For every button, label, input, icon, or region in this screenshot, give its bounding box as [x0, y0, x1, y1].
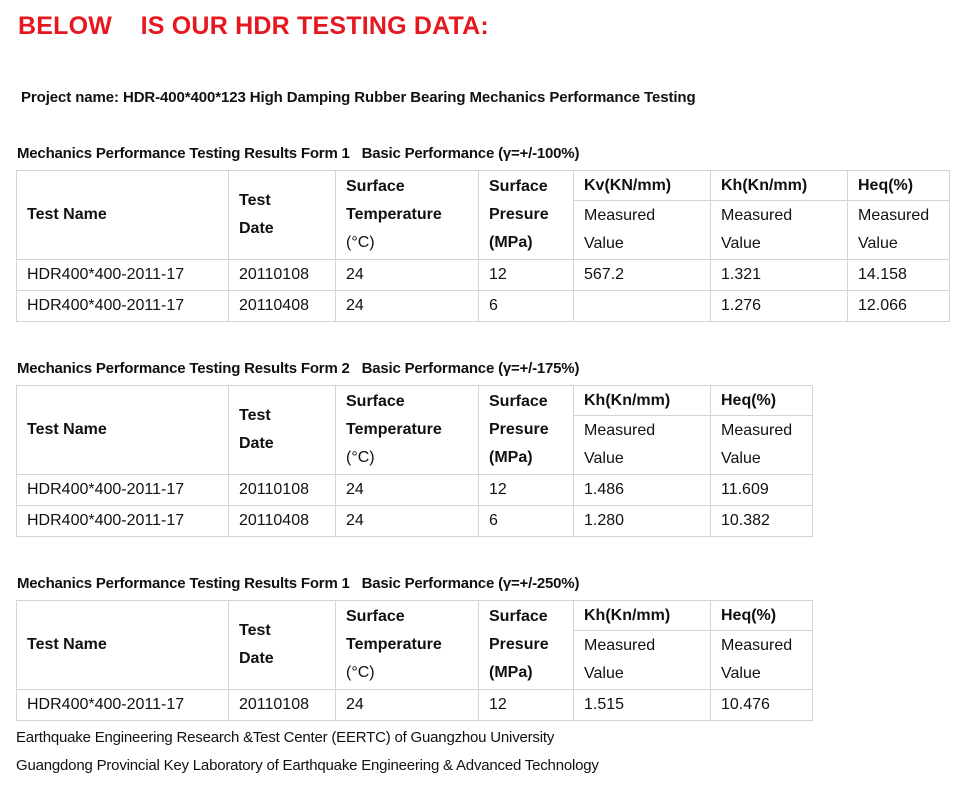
header-kv: Kv(KN/mm)	[574, 171, 711, 201]
cell-heq: 12.066	[848, 291, 950, 322]
table-row	[17, 475, 813, 506]
cell-kv	[574, 291, 711, 322]
header-test-name: Test Name	[17, 601, 229, 690]
cell-presure: 12	[479, 260, 574, 291]
header-heq: Heq(%)	[848, 171, 950, 201]
header-kh: Kh(Kn/mm)	[711, 171, 848, 201]
header-kh-measured: Measured Value	[711, 201, 848, 260]
header-kv-measured: Measured Value	[574, 201, 711, 260]
cell-test-name: HDR400*400-2011-17	[17, 506, 229, 537]
cell-temperature: 24	[336, 291, 479, 322]
header-heq: Heq(%)	[711, 601, 813, 631]
header-surface-temperature: Surface Temperature (°C)	[336, 601, 479, 690]
cell-heq: 10.382	[711, 506, 813, 537]
footer-line-2: Guangdong Provincial Key Laboratory of Earthquake Engineering & Advanced Technology	[16, 757, 599, 774]
header-kh: Kh(Kn/mm)	[574, 601, 711, 631]
cell-heq: 14.158	[848, 260, 950, 291]
cell-temperature: 24	[336, 475, 479, 506]
table-row	[17, 260, 950, 291]
footer-line-1: Earthquake Engineering Research &Test Center (EERTC) of Guangzhou University	[16, 729, 555, 746]
form1-title: Mechanics Performance Testing Results Form 1 Basic Performance (γ=+/-100%)	[17, 145, 580, 162]
table-row	[17, 506, 813, 537]
header-test-date: Test Date	[229, 171, 336, 260]
cell-temperature: 24	[336, 260, 479, 291]
cell-test-date: 20110408	[229, 291, 336, 322]
cell-test-name: HDR400*400-2011-17	[17, 475, 229, 506]
header-kh-measured: Measured Value	[574, 416, 711, 475]
cell-presure: 12	[479, 690, 574, 721]
cell-test-name: HDR400*400-2011-17	[17, 291, 229, 322]
cell-kh: 1.280	[574, 506, 711, 537]
cell-temperature: 24	[336, 506, 479, 537]
cell-test-date: 20110108	[229, 260, 336, 291]
header-kh: Kh(Kn/mm)	[574, 386, 711, 416]
page-banner: BELOW IS OUR HDR TESTING DATA:	[18, 12, 489, 40]
form2-table	[16, 385, 813, 537]
header-surface-temperature: Surface Temperature (°C)	[336, 171, 479, 260]
cell-presure: 6	[479, 291, 574, 322]
cell-kh: 1.515	[574, 690, 711, 721]
header-surface-presure: Surface Presure (MPa)	[479, 171, 574, 260]
form2-title: Mechanics Performance Testing Results Form 2 Basic Performance (γ=+/-175%)	[17, 360, 580, 377]
cell-test-date: 20110108	[229, 690, 336, 721]
cell-test-name: HDR400*400-2011-17	[17, 690, 229, 721]
project-name: Project name: HDR-400*400*123 High Damping Rubber Bearing Mechanics Performance Testing	[21, 89, 696, 106]
header-test-date: Test Date	[229, 386, 336, 475]
header-heq-measured: Measured Value	[711, 631, 813, 690]
cell-heq: 11.609	[711, 475, 813, 506]
header-test-date: Test Date	[229, 601, 336, 690]
cell-kh: 1.276	[711, 291, 848, 322]
cell-presure: 12	[479, 475, 574, 506]
header-kh-measured: Measured Value	[574, 631, 711, 690]
header-test-name: Test Name	[17, 171, 229, 260]
cell-presure: 6	[479, 506, 574, 537]
cell-kh: 1.321	[711, 260, 848, 291]
header-test-name: Test Name	[17, 386, 229, 475]
header-surface-presure: Surface Presure (MPa)	[479, 386, 574, 475]
form3-title: Mechanics Performance Testing Results Form 1 Basic Performance (γ=+/-250%)	[17, 575, 580, 592]
cell-kv: 567.2	[574, 260, 711, 291]
cell-kh: 1.486	[574, 475, 711, 506]
cell-test-date: 20110108	[229, 475, 336, 506]
cell-test-date: 20110408	[229, 506, 336, 537]
header-heq-measured: Measured Value	[711, 416, 813, 475]
table-row	[17, 690, 813, 721]
header-surface-presure: Surface Presure (MPa)	[479, 601, 574, 690]
header-surface-temperature: Surface Temperature (°C)	[336, 386, 479, 475]
header-heq: Heq(%)	[711, 386, 813, 416]
header-heq-measured: Measured Value	[848, 201, 950, 260]
cell-temperature: 24	[336, 690, 479, 721]
cell-heq: 10.476	[711, 690, 813, 721]
cell-test-name: HDR400*400-2011-17	[17, 260, 229, 291]
form3-table	[16, 600, 813, 721]
form1-table	[16, 170, 950, 322]
table-row	[17, 291, 950, 322]
